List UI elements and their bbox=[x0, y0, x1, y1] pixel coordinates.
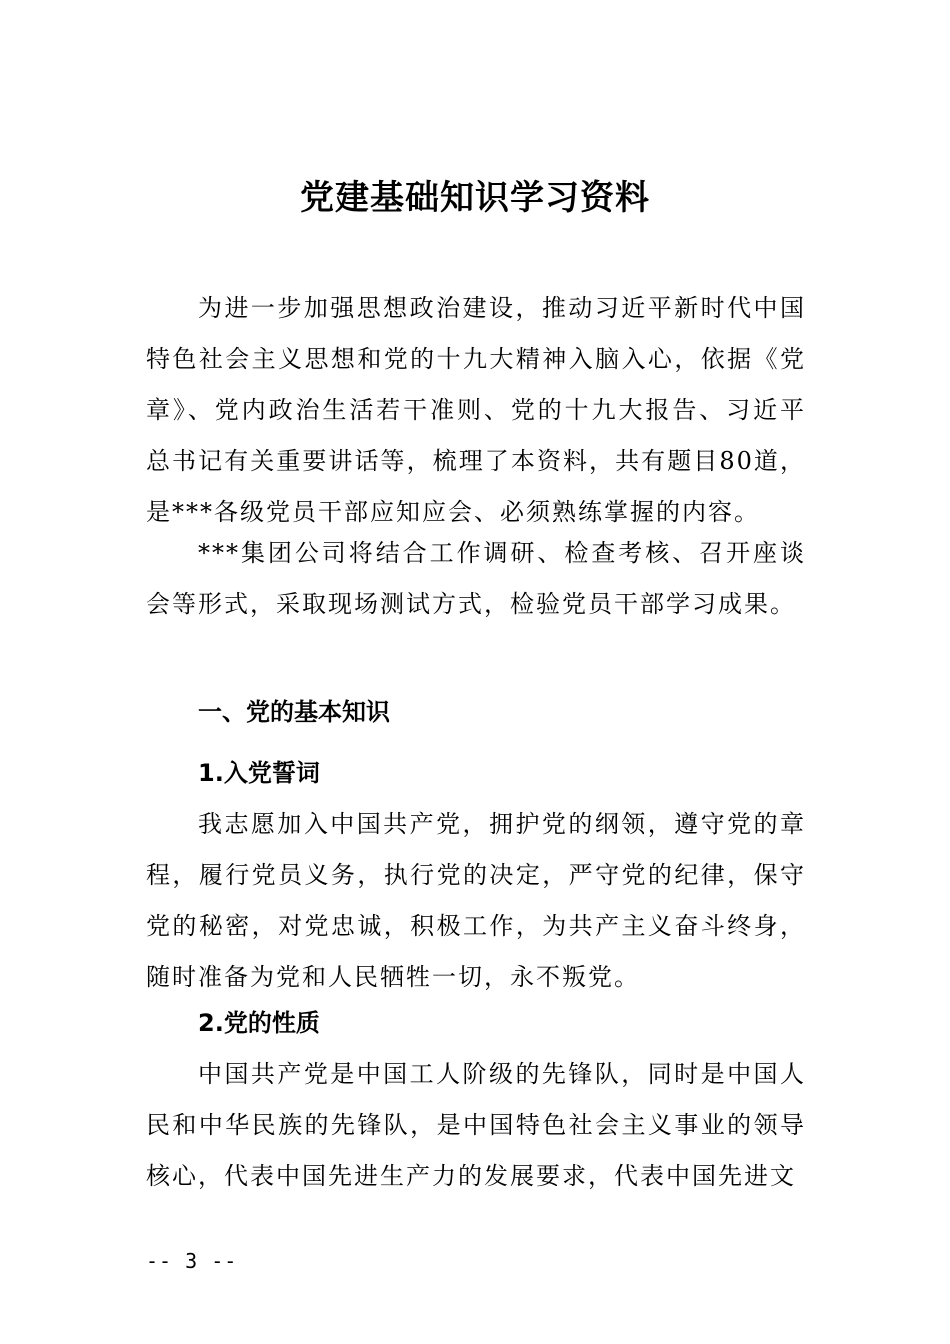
item-title: 1.入党誓词 bbox=[198, 759, 320, 787]
intro-paragraph: ***集团公司将结合工作调研、检查考核、召开座谈会等形式，采取现场测试方式，检验党员干部学习成果。 bbox=[146, 539, 806, 618]
item-body: 我志愿加入中国共产党，拥护党的纲领，遵守党的章程，履行党员义务，执行党的决定，严守党的纪律，保守党的秘密，对党忠诚，积极工作，为共产主义奋斗终身，随时准备为党和人民牺牲一切，永不叛党。 bbox=[146, 810, 806, 991]
item-title: 2.党的性质 bbox=[198, 1009, 320, 1037]
item-body: 中国共产党是中国工人阶级的先锋队，同时是中国人民和中华民族的先锋队，是中国特色社会主义事业的领导核心，代表中国先进生产力的发展要求，代表中国先进文 bbox=[146, 1060, 806, 1190]
section-heading: 一、党的基本知识 bbox=[198, 698, 390, 726]
intro-paragraph: 为进一步加强思想政治建设，推动习近平新时代中国特色社会主义思想和党的十九大精神入脑入心，依据《党章》、党内政治生活若干准则、党的十九大报告、习近平总书记有关重要讲话等，梳理了本资料，共有题目80道，是***各级党员干部应知应会、必须熟练掌握的内容。 bbox=[146, 294, 806, 526]
page-title: 党建基础知识学习资料 bbox=[300, 178, 650, 218]
page-number: -- 3 -- bbox=[146, 1249, 238, 1273]
